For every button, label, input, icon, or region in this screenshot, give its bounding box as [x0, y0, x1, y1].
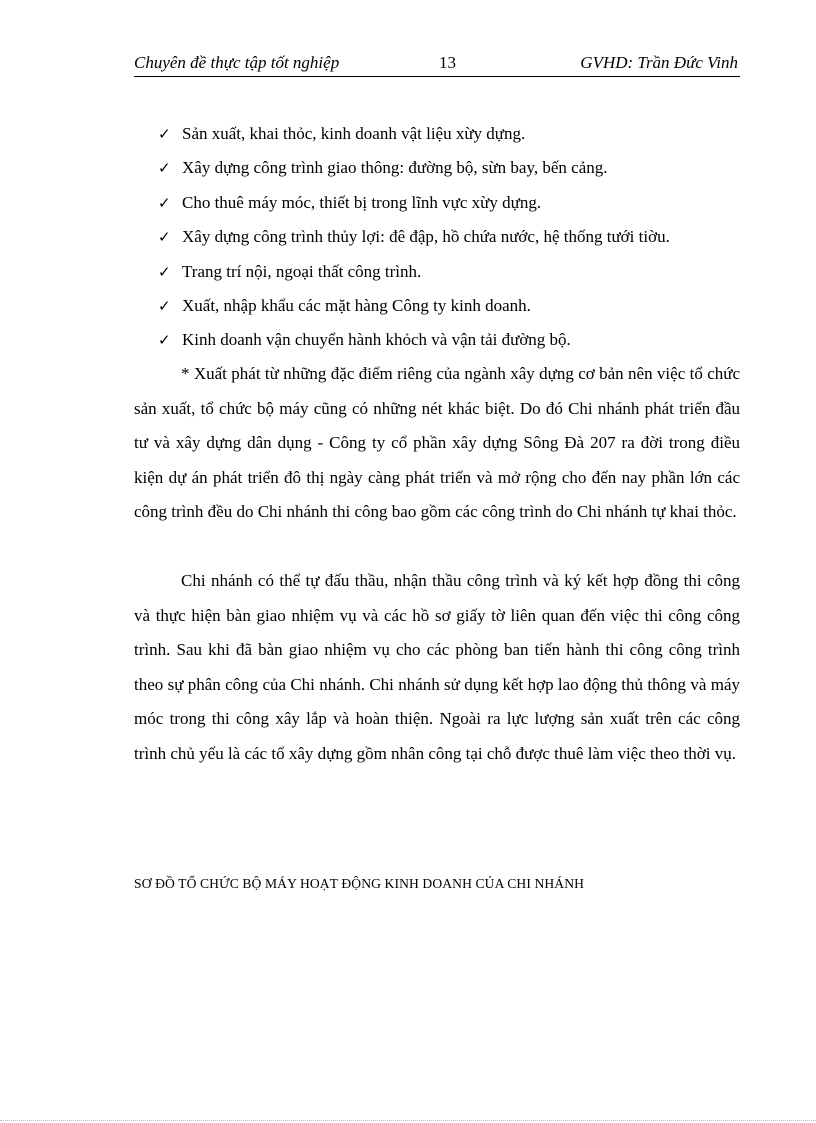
checkmark-icon: ✓ [158, 262, 171, 281]
checkmark-icon: ✓ [158, 193, 171, 212]
list-item-text: Cho thuê máy móc, thiết bị trong lĩnh vực xừy dựng. [182, 192, 542, 212]
page-number: 13 [439, 53, 456, 72]
list-item-text: Xuất, nhập khẩu các mặt hàng Công ty kinh doanh. [182, 295, 531, 315]
checkmark-icon: ✓ [158, 228, 171, 247]
paragraph-operations: Chi nhánh có thể tự đấu thầu, nhận thầu công trình và ký kết hợp đồng thi công và thực hiện bàn giao nhiệm vụ và các hồ sơ giấy tờ liên quan đến việc thi công công trình. Sau khi đã bàn giao nhiệm vụ cho các phòng ban tiến hành thi công công trình theo sự phân công của Chi nhánh. Chi nhánh sử dụng kết hợp lao động thủ thông và máy móc trong thi công xây lắp và hoàn thiện. Ngoài ra lực lượng sản xuất trên các công trình chủ yếu là các tổ xây dựng gồm nhân công tại chỗ được thuê làm việc theo thời vụ. [134, 571, 740, 763]
bullet-list [158, 122, 748, 363]
page-bottom-divider [0, 1120, 816, 1121]
list-item-text: Xây dựng công trình thủy lợi: đê đập, hồ chứa nước, hệ thống tưới tiờu. [182, 227, 670, 247]
list-item [158, 225, 748, 259]
list-item-text: Kinh doanh vận chuyển hành khỏch và vận tải đường bộ. [182, 330, 571, 350]
list-item-text: Trang trí nội, ngoại thất công trình. [182, 261, 422, 281]
list-item [158, 122, 748, 156]
checkmark-icon: ✓ [158, 296, 171, 315]
checkmark-icon: ✓ [158, 125, 171, 143]
list-item [158, 156, 748, 190]
checkmark-icon: ✓ [158, 331, 171, 350]
list-item [158, 191, 748, 225]
paragraph-organization: * Xuất phát từ những đặc điểm riêng của ngành xây dựng cơ bản nên việc tổ chức sản xuất, tổ chức bộ máy cũng có những nét khác biệt. Do đó Chi nhánh phát triển đầu tư và xây dựng dân dụng - Công ty cổ phần xây dựng Sông Đà 207 ra đời trong điều kiện dự án phát triển đô thị ngày càng phát triển và mở rộng cho đến nay phần lớn các công trình đều do Chi nhánh thi công bao gồm các công trình do Chi nhánh tự khai thỏc. [134, 364, 740, 522]
list-item-text: Xây dựng công trình giao thông: đường bộ, sừn bay, bến cảng. [182, 158, 608, 178]
page-header [134, 50, 740, 77]
header-document-title: Chuyên đề thực tập tốt nghiệp [134, 53, 340, 72]
section-heading: SƠ ĐỒ TỔ CHỨC BỘ MÁY HOẠT ĐỘNG KINH DOANH CỦA CHI NHÁNH [134, 876, 585, 891]
list-item [158, 294, 748, 328]
header-advisor: GVHD: Trần Đức Vinh [580, 53, 738, 72]
checkmark-icon: ✓ [158, 159, 171, 178]
list-item-text: Sản xuất, khai thỏc, kinh doanh vật liệu xừy dựng. [182, 124, 526, 143]
list-item [158, 260, 748, 294]
